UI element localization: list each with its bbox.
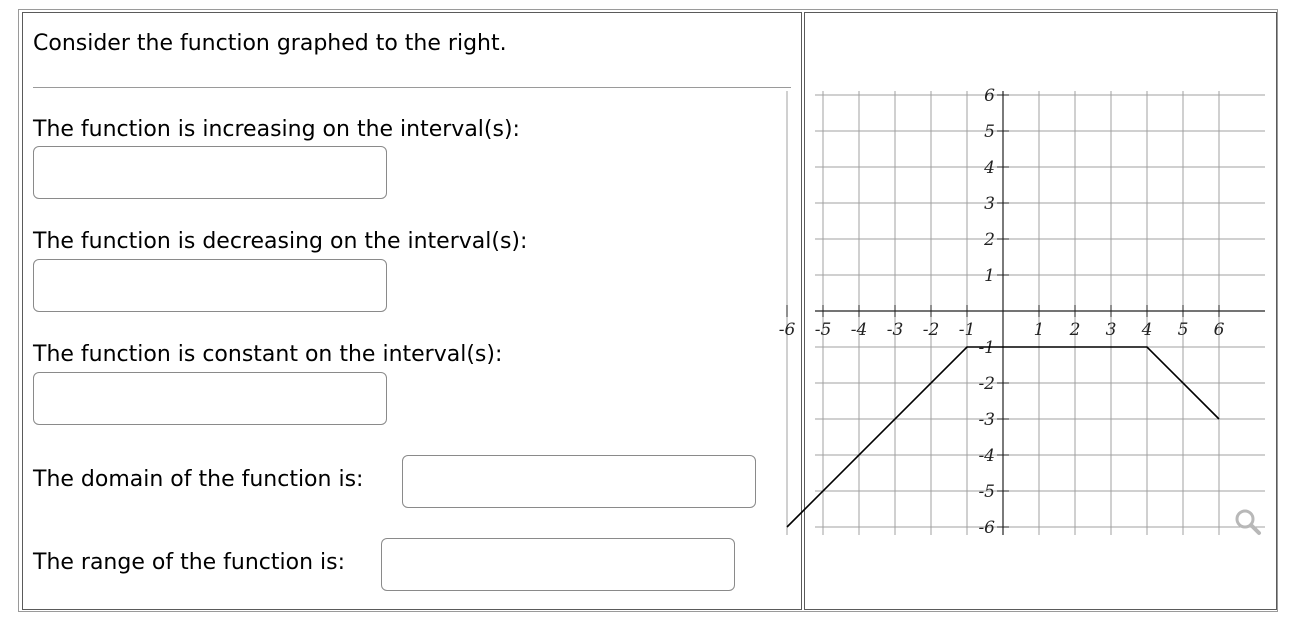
x-tick-label: 6 (1213, 320, 1225, 340)
x-tick-label: -4 (850, 320, 868, 340)
y-tick-label: -5 (978, 482, 995, 502)
domain-input[interactable] (402, 455, 756, 508)
y-tick-label: 4 (984, 158, 995, 178)
x-tick-label: -1 (958, 320, 976, 340)
y-tick-label: 5 (984, 122, 995, 142)
decreasing-input[interactable] (33, 259, 387, 312)
x-tick-label: 4 (1141, 320, 1153, 340)
y-tick-label: -4 (978, 446, 995, 466)
x-tick-label: -2 (922, 320, 940, 340)
x-tick-label: -3 (886, 320, 904, 340)
x-tick-label: 3 (1105, 320, 1117, 340)
y-tick-label: -3 (978, 410, 995, 430)
function-graph (778, 13, 1276, 609)
x-tick-label: 1 (1033, 320, 1045, 340)
increasing-label: The function is increasing on the interval(s): (33, 117, 520, 142)
decreasing-label: The function is decreasing on the interval(s): (33, 229, 528, 254)
magnifier-icon[interactable] (1233, 507, 1263, 537)
x-tick-label: 5 (1177, 320, 1189, 340)
question-panel (22, 12, 802, 610)
x-tick-label: 2 (1069, 320, 1081, 340)
divider (33, 87, 791, 88)
y-tick-label: 6 (984, 86, 995, 106)
x-tick-label: -6 (778, 320, 796, 340)
y-tick-label: -6 (978, 518, 995, 538)
y-tick-label: 3 (984, 194, 995, 214)
constant-input[interactable] (33, 372, 387, 425)
range-input[interactable] (381, 538, 735, 591)
y-tick-label: 1 (984, 266, 995, 286)
y-tick-label: -1 (978, 338, 995, 358)
x-tick-label: -5 (814, 320, 832, 340)
intro-text: Consider the function graphed to the right. (33, 31, 507, 56)
y-tick-label: -2 (978, 374, 995, 394)
increasing-input[interactable] (33, 146, 387, 199)
graph-panel (778, 12, 1277, 610)
y-tick-label: 2 (984, 230, 995, 250)
constant-label: The function is constant on the interval(s): (33, 342, 503, 367)
range-label: The range of the function is: (33, 550, 346, 575)
domain-label: The domain of the function is: (33, 467, 364, 492)
